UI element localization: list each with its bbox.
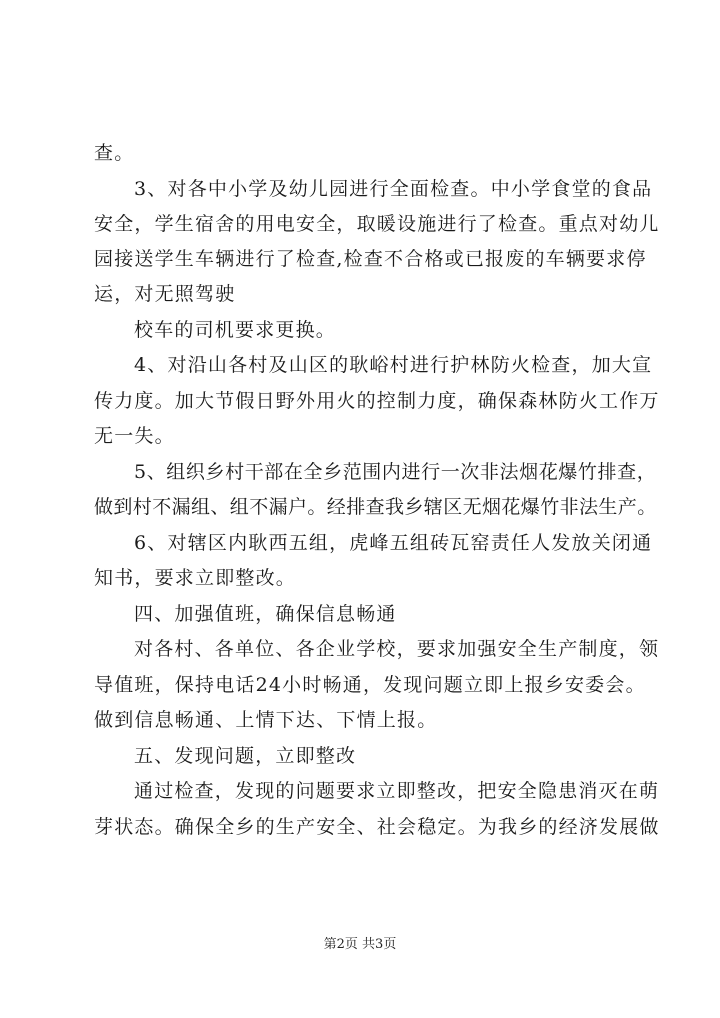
text-line: 安全，学生宿舍的用电安全，取暖设施进行了检查。重点对幼儿 bbox=[94, 213, 660, 235]
text-line: 6、对辖区内耿西五组，虎峰五组砖瓦窑责任人发放关闭通 bbox=[134, 532, 653, 554]
text-line: 4、对沿山各村及山区的耿峪村进行护林防火检查，加大宣 bbox=[134, 354, 653, 376]
text-line: 通过检查，发现的问题要求立即整改，把安全隐患消灭在萌 bbox=[134, 780, 660, 802]
text-line: 查。 bbox=[94, 142, 135, 164]
text-line: 做到村不漏组、组不漏户。经排查我乡辖区无烟花爆竹非法生产。 bbox=[94, 496, 657, 518]
page-footer: 第2页 共3页 bbox=[323, 937, 397, 952]
text-line: 无一失。 bbox=[94, 425, 175, 447]
text-line: 校车的司机要求更换。 bbox=[134, 319, 337, 341]
text-line: 对各村、各单位、各企业学校，要求加强安全生产制度，领 bbox=[134, 638, 660, 660]
text-line: 3、对各中小学及幼儿园进行全面检查。中小学食堂的食品 bbox=[134, 178, 653, 200]
text-line: 5、组织乡村干部在全乡范围内进行一次非法烟花爆竹排查， bbox=[134, 461, 657, 483]
text-line: 传力度。加大节假日野外用火的控制力度，确保森林防火工作万 bbox=[94, 390, 660, 412]
section-heading: 四、加强值班，确保信息畅通 bbox=[134, 603, 397, 625]
text-line: 园接送学生车辆进行了检查,检查不合格或已报废的车辆要求停 bbox=[94, 248, 647, 270]
section-heading: 五、发现问题，立即整改 bbox=[134, 745, 357, 767]
text-line: 知书，要求立即整改。 bbox=[94, 567, 297, 589]
text-line: 导值班，保持电话24小时畅通，发现问题立即上报乡安委会。 bbox=[94, 674, 646, 696]
text-line: 运，对无照驾驶 bbox=[94, 283, 236, 305]
text-line: 芽状态。确保全乡的生产安全、社会稳定。为我乡的经济发展做 bbox=[94, 816, 660, 838]
text-line: 做到信息畅通、上情下达、下情上报。 bbox=[94, 709, 438, 731]
